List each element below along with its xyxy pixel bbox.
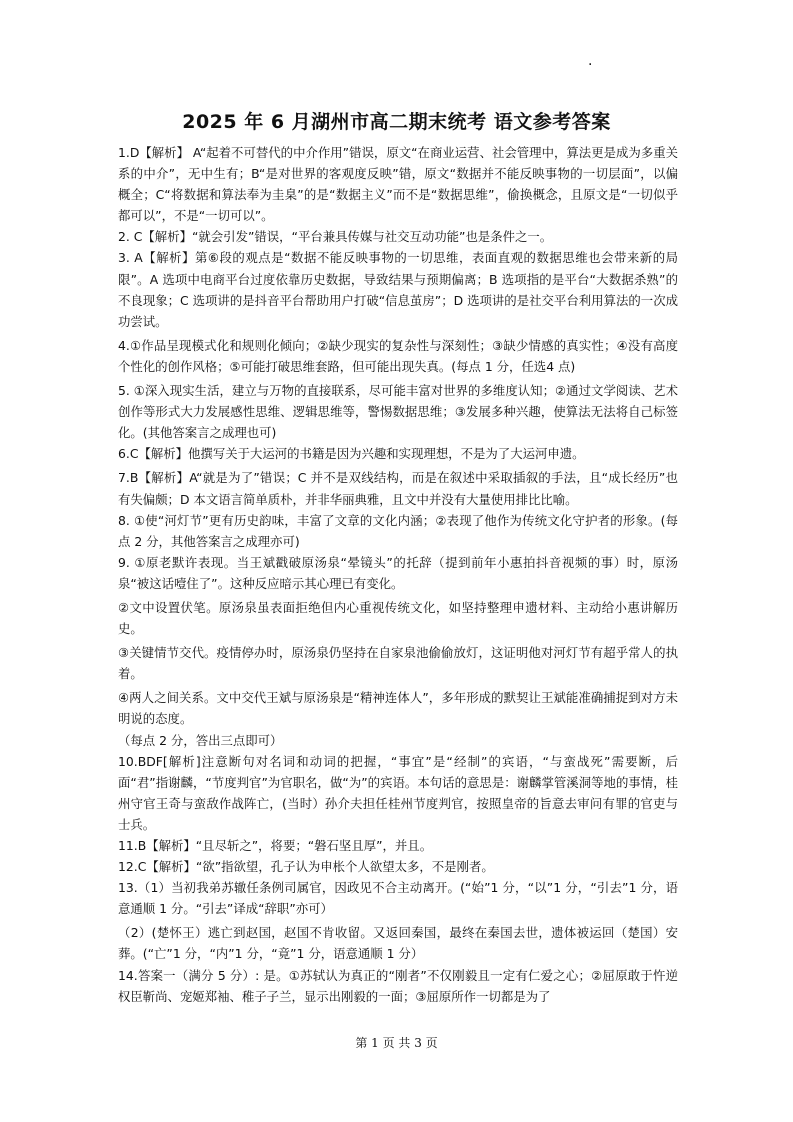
answer-9-point-2: ②文中设置伏笔。原汤泉虽表面拒绝但内心重视传统文化，如坚持整理申遗材料、主动给小惠讲解历史。 [118,599,678,637]
answer-1: 1.D【解析】 A“起着不可替代的中介作用”错误，原文“在商业运营、社会管理中，算法更是成为多重关系的中介”，无中生有；B“是对世界的客观度反映”错，原文“数据并不能反映事物的一切层面”，以偏概全；C“将数据和算法奉为圭臬”的是“数据主义”而不是“数据思维”，偷换概念，且原文是“一切似乎都可以”，不是“一切可以”。 [118,145,678,224]
answer-3: 3. A【解析】第⑥段的观点是“数据不能反映事物的一切思维，表面直观的数据思维也会带来新的局限”。A 选项中电商平台过度依靠历史数据，导致结果与预期偏离；B 选项指的是平台“大数据杀熟”的不良现象；C 选项讲的是抖音平台帮助用户打破“信息茧房”；D 选项讲的是社交平台利用算法的一次成功尝试。 [118,250,678,329]
top-dot-mark: · [588,57,593,73]
answer-9-point-4: ④两人之间关系。文中交代王斌与原汤泉是“精神连体人”，多年形成的默契让王斌能准确捕捉到对方未明说的态度。 [118,690,678,727]
answer-13-part-2: （2）(楚怀王）逃亡到赵国，赵国不肯收留。又返回秦国，最终在秦国去世，遗体被运回（楚国）安葬。(“亡”1 分，“内”1 分，“竟”1 分，语意通顺 1 分） [118,925,678,962]
answer-11: 11.B【解析】“且尽斩之”，将要；“磐石坚且厚”，并且。 [118,838,433,853]
answer-14: 14.答案一（满分 5 分）: 是。①苏轼认为真正的“刚者”不仅刚毅且一定有仁爱之心；②屈原敢于忤逆权臣靳尚、宠姬郑袖、稚子子兰，显示出刚毅的一面；③屈原所作一切都是为了 [118,967,678,1004]
answer-9-point-1: 9. ①原老默许表现。当王斌戳破原汤泉“晕镜头”的托辞（提到前年小惠拍抖音视频的事）时，原汤泉“被这话噎住了”。这种反应暗示其心理已有变化。 [118,554,678,591]
answer-6: 6.C【解析】他撰写关于大运河的书籍是因为兴趣和实现理想，不是为了大运河申遗。 [118,446,585,462]
answer-7: 7.B【解析】A“就是为了”错误；C 并不是双线结构，而是在叙述中采取插叙的手法，且“成长经历”也有失偏颇；D 本文语言简单质朴，并非华丽典雅，且文中并没有大量使用排比比喻。 [118,470,678,507]
page-title: 2025 年 6 月湖州市高二期末统考 语文参考答案 [182,111,611,133]
answer-10: 10.BDF[解析]注意断句对名词和动词的把握，“事宜”是“经制”的宾语，“与蛮战死”需要断，后面“君”指谢麟，“节度判官”为官职名，做“为”的宾语。本句话的意思是：谢麟掌管溪洞等地的事情，桂州守官王奇与蛮敌作战阵亡，(当时）孙介夫担任桂州节度判官，按照皇帝的旨意去审问有罪的官吏与士兵。 [118,753,678,832]
answer-13-part-1: 13.（1）当初我弟苏辙任条例司属官，因政见不合主动离开。(“始”1 分，“以”1 分，“引去”1 分，语意通顺 1 分。“引去”译成“辞职”亦可） [118,880,678,917]
answer-body [118,142,678,1007]
answer-12: 12.C【解析】“欲”指欲望，孔子认为申枨个人欲望太多，不是刚者。 [118,859,494,875]
page-footer: 第 1 页 共 3 页 [355,1036,438,1050]
answer-8: 8. ①使“河灯节”更有历史韵味，丰富了文章的文化内涵；②表现了他作为传统文化守护者的形象。(每点 2 分，其他答案言之成理亦可) [118,512,678,549]
answer-9-scoring: （每点 2 分，答出三点即可） [118,732,283,748]
answer-9-point-3: ③关键情节交代。疫情停办时，原汤泉仍坚持在自家泉池偷偷放灯，这证明他对河灯节有超乎常人的执着。 [118,645,678,682]
answer-4: 4.①作品呈现模式化和规则化倾向；②缺少现实的复杂性与深刻性；③缺少情感的真实性；④没有高度个性化的创作风格；⑤可能打破思维套路，但可能出现失真。(每点 1 分，任选4 点) [118,337,678,374]
answer-5: 5. ①深入现实生活，建立与万物的直接联系，尽可能丰富对世界的多维度认知；②通过文学阅读、艺术创作等形式大力发展感性思维、逻辑思维等，警惕数据思维；③发展多种兴趣，使算法无法将自己标签化。(其他答案言之成理也可) [118,383,678,441]
answer-2: 2. C【解析】“就会引发”错误，“平台兼具传媒与社交互动功能”也是条件之一。 [118,229,553,245]
